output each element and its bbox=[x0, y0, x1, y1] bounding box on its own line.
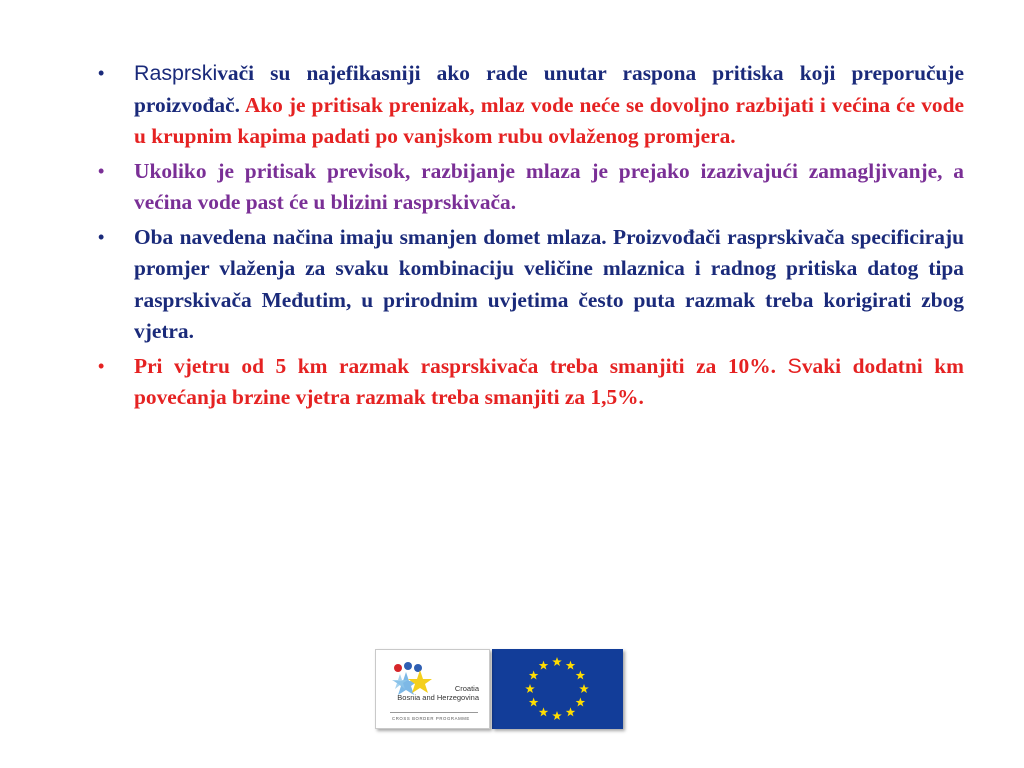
eu-star-icon bbox=[576, 671, 586, 680]
eu-star-icon bbox=[529, 698, 539, 707]
bullet-item bbox=[98, 58, 964, 153]
bullet-item bbox=[98, 351, 964, 414]
cbc-divider bbox=[390, 712, 478, 713]
cbc-country-1: Croatia bbox=[454, 684, 479, 693]
cross-border-programme-logo bbox=[375, 649, 490, 729]
logo-strip bbox=[375, 649, 623, 729]
eu-star-icon bbox=[529, 671, 539, 680]
eu-flag-icon bbox=[492, 649, 623, 729]
bullet-dot-icon: • bbox=[98, 63, 105, 83]
bullet-text: Oba navedena načina imaju smanjen domet mlaza. Proizvođači rasprskivača specificiraju promjer vlaženja za svaku kombinaciju veličine mlaznica i radnog pritiska datog tipa rasprskivača Međutim, u prirodnim uvjetima često puta razmak treba korigirati zbog vjetra. bbox=[134, 224, 964, 343]
bullet-text: vaki dodatni km povećanja brzine vjetra razmak treba smanjiti za 1,5%. bbox=[134, 353, 964, 409]
bullet-dot-icon: • bbox=[98, 226, 105, 247]
bullet-text: Ako je pritisak prenizak, mlaz vode neće se dovoljno razbijati i većina će vode u krupnim kapima padati po vanjskom rubu ovlaženog promjera. bbox=[134, 92, 964, 148]
eu-star-icon bbox=[566, 707, 576, 716]
cbc-programme: CROSS BORDER PROGRAMME bbox=[392, 716, 470, 721]
eu-star-icon bbox=[552, 711, 562, 720]
bullet-text: Ukoliko je pritisak previsok, razbijanje mlaza je prejako izazivajući zamagljivanje, a većina vode past će u blizini rasprskivača. bbox=[134, 158, 964, 214]
bullet-item bbox=[98, 222, 964, 348]
eu-star-icon bbox=[576, 698, 586, 707]
bullet-dot-icon: • bbox=[98, 355, 105, 376]
cbc-text bbox=[397, 684, 479, 702]
bullet-text: Rasprski bbox=[134, 61, 218, 85]
eu-star-icon bbox=[552, 657, 562, 666]
bullet-text: Pri vjetru od 5 km razmak rasprskivača treba smanjiti za 10%. bbox=[134, 353, 788, 378]
eu-star-icon bbox=[539, 707, 549, 716]
eu-star-icon bbox=[579, 684, 589, 693]
eu-stars bbox=[492, 649, 623, 729]
eu-star-icon bbox=[539, 661, 549, 670]
bullet-text: S bbox=[787, 353, 802, 378]
eu-star-icon bbox=[525, 684, 535, 693]
cbc-country-2: Bosnia and Herzegovina bbox=[397, 693, 479, 702]
bullet-dot-icon: • bbox=[98, 160, 105, 181]
bullet-list bbox=[98, 58, 964, 417]
bullet-item bbox=[98, 156, 964, 219]
bullet-text: vači su najefikasniji ako rade unutar raspona pritiska koji preporučuje proizvođač. bbox=[134, 61, 964, 117]
eu-star-icon bbox=[566, 661, 576, 670]
